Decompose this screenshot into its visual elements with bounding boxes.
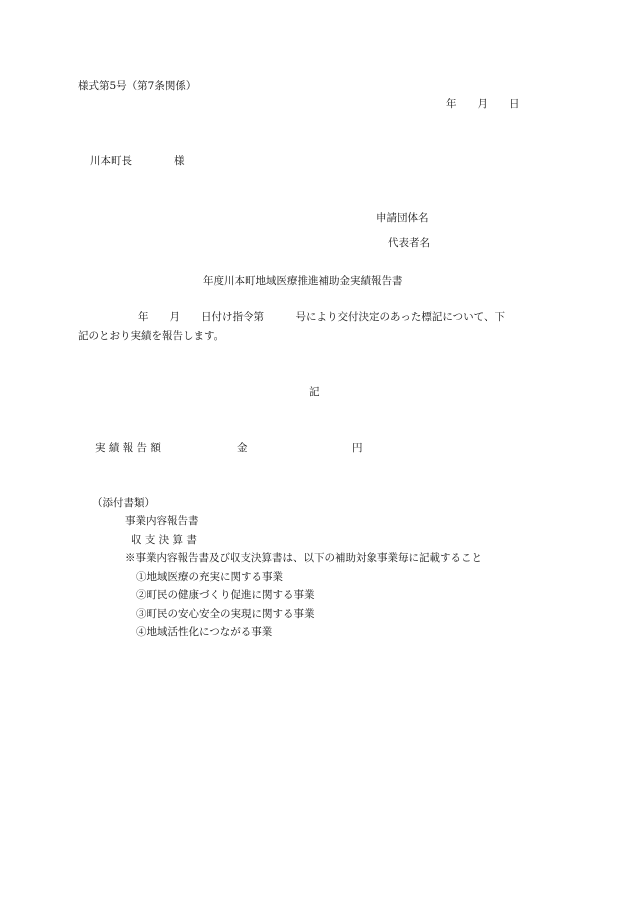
document-title: 年度川本町地域医療推進補助金実績報告書: [203, 275, 403, 287]
list-item: ④地域活性化につながる事業: [136, 626, 273, 638]
attachment-doc-1: 事業内容報告書: [125, 515, 199, 527]
body-line-2: 記のとおり実績を報告します。: [78, 330, 225, 342]
form-number: 様式第5号（第7条関係）: [78, 80, 197, 92]
attachments-heading: （添付書類）: [92, 497, 155, 509]
attachment-note: ※事業内容報告書及び収支決算書は、以下の補助対象事業毎に記載すること: [125, 552, 482, 564]
date-line: 年 月 日: [446, 98, 520, 110]
body-line-1: 年 月 日付け指令第 号により交付決定のあった標記について、下: [138, 311, 505, 323]
ki-heading: 記: [309, 386, 320, 398]
amount-yen: 円: [352, 442, 363, 454]
list-item: ①地域医療の充実に関する事業: [136, 571, 283, 583]
amount-label: 実 績 報 告 額: [95, 442, 161, 454]
applicant-org-label: 申請団体名: [376, 212, 429, 224]
addressee: 川本町長 様: [90, 155, 185, 167]
amount-kin: 金: [237, 442, 248, 454]
list-item: ②町民の健康づくり促進に関する事業: [136, 589, 315, 601]
applicant-rep-label: 代表者名: [388, 237, 430, 249]
attachment-doc-2: 収 支 決 算 書: [131, 534, 197, 546]
list-item: ③町民の安心安全の実現に関する事業: [136, 608, 315, 620]
